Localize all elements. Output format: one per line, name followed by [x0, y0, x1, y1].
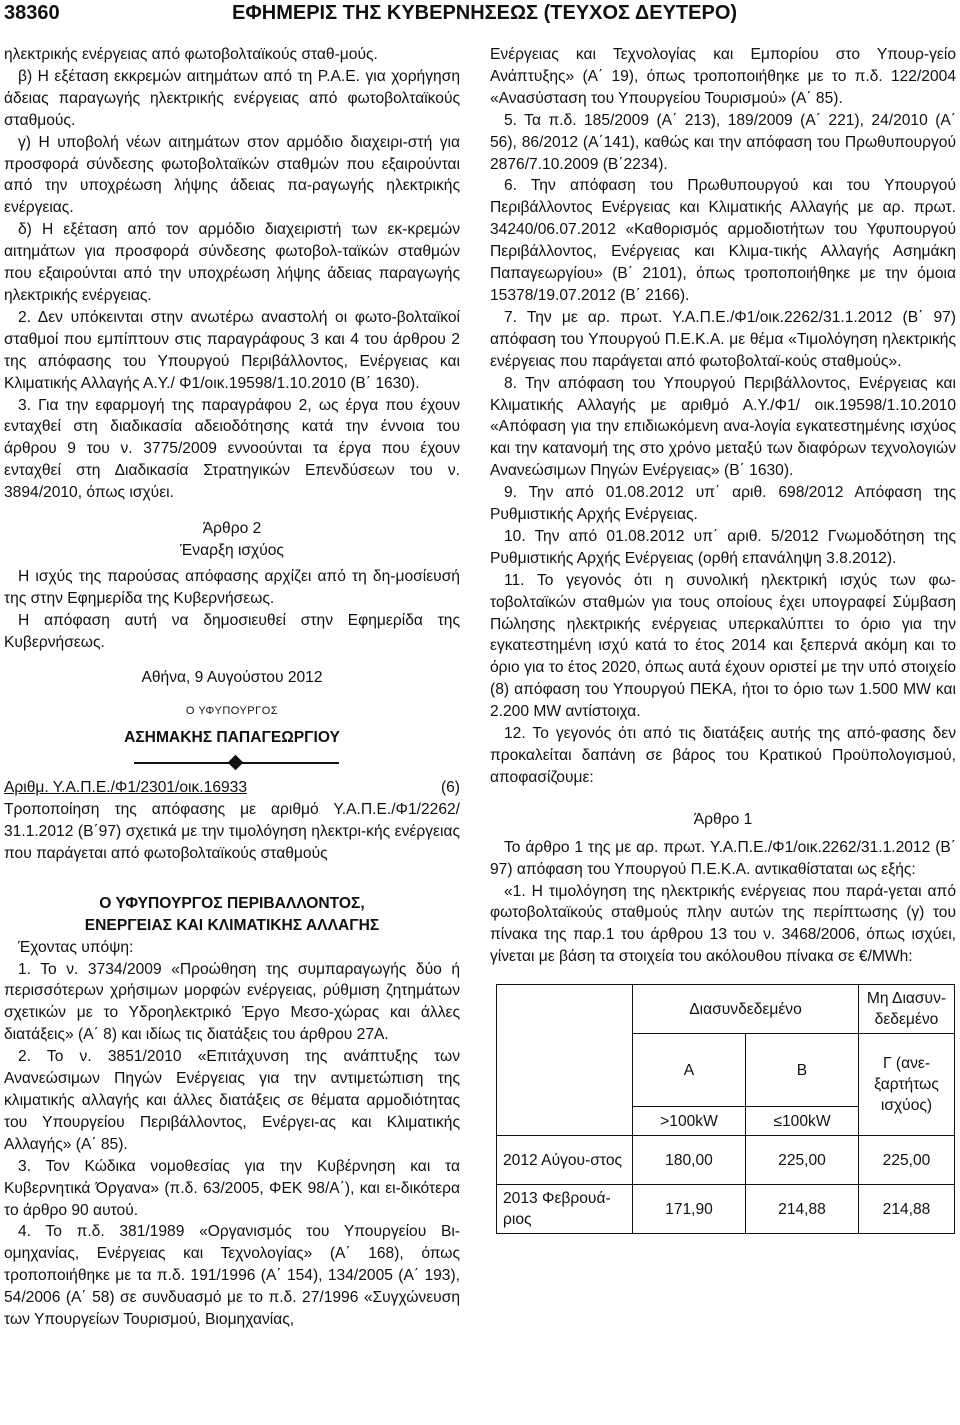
paragraph: 11. Το γεγονός ότι η συνολική ηλεκτρική ισχύς των φω-τοβολταϊκών σταθμών για τους οποίους έχει υπογραφεί Σύμβαση Πώλησης ηλεκτρικής ενέργειας υπερκαλύπτει το όριο για την εγκατεστημένη ισχύ κατά το έτος 2014 και ξεπερνά ακόμη και το όριο για το έτος 2020, όπως αυτά έχουν οριστεί με την υπό στοιχείο (8) απόφαση του Υπουργού ΠΕΚΑ, ήτοι το όριο των 1.500 MW και 2.200 MW αντίστοιχα. — [490, 571, 956, 721]
paragraph: 2. Δεν υπόκεινται στην ανωτέρω αναστολή οι φωτο-βολταϊκοί σταθμοί που εμπίπτουν στις παραγράφους 3 και 4 του άρθρου 2 της απόφασης του Υπουργού Περιβάλλοντος, Ενέργειας και Κλιματικής Αλλαγής Α.Υ./ Φ1/οικ.19598/1.10.2010 (Β΄ 1630). — [4, 308, 460, 392]
paragraph: Η ισχύς της παρούσας απόφασης αρχίζει από τη δη-μοσίευσή της στην Εφημερίδα της Κυβερνήσεως. — [4, 567, 460, 607]
table-cell-period: 2013 Φεβρουά-ριος — [497, 1185, 633, 1234]
article-subtitle: Έναρξη ισχύος — [180, 541, 284, 559]
gazette-title: ΕΦΗΜΕΡΙΣ ΤΗΣ ΚΥΒΕΡΝΗΣΕΩΣ (ΤΕΥΧΟΣ ΔΕΥΤΕΡΟ) — [232, 2, 738, 24]
table-cell-value: 214,88 — [746, 1185, 859, 1234]
section-divider — [4, 755, 460, 771]
article-title: Άρθρο 1 — [693, 810, 753, 828]
header-not-connected: Μη Διασυν-δεδεμένο — [859, 985, 955, 1034]
paragraph: 6. Την απόφαση του Πρωθυπουργού και του Υπουργού Περιβάλλοντος Ενέργειας και Κλιματικής Αλλαγής με αρ. πρωτ. 34240/06.07.2012 «Καθορισμός αρμοδιοτήτων του Υφυπουργού Περιβάλλοντος, Ενέργειας και Κλιμα-τικής Αλλαγής Ασημάκη Παπαγεωργίου» (Β΄ 2101), όπως τροποποιήθηκε με την όμοια 15378/19.07.2012 (Β΄ 2166). — [490, 177, 956, 304]
header-category-a: Α — [633, 1034, 746, 1107]
paragraph: 5. Τα π.δ. 185/2009 (Α΄ 213), 189/2009 (Α΄ 221), 24/2010 (Α΄ 56), 86/2012 (Α΄141), καθώς και την απόφαση του Πρωθυπουργού 2876/7.10.2009 (Β΄2234). — [490, 111, 956, 173]
table-row — [497, 1136, 955, 1185]
page-header — [0, 0, 960, 36]
header-range-a: >100kW — [633, 1107, 746, 1136]
ministry-title-line1: Ο ΥΦΥΠΟΥΡΓΟΣ ΠΕΡΙΒΑΛΛΟΝΤΟΣ, — [99, 894, 365, 912]
paragraph: 3. Τον Κώδικα νομοθεσίας για την Κυβέρνηση και τα Κυβερνητικά Όργανα» (π.δ. 63/2005, ΦΕΚ 98/Α΄), και ει-δικότερα το άρθρο 90 αυτού. — [4, 1157, 460, 1219]
paragraph: 10. Την από 01.08.2012 υπ΄ αριθ. 5/2012 Γνωμοδότηση της Ρυθμιστικής Αρχής Ενέργειας (ορθή επανάληψη 3.8.2012). — [490, 527, 956, 567]
paragraph: «1. Η τιμολόγηση της ηλεκτρικής ενέργειας που παρά-γεται από φωτοβολταϊκούς σταθμούς πλην αυτών της περίπτωσης (γ) του πίνακα της παρ.1 του άρθρου 13 του ν. 3468/2006, όπως ισχύει, γίνεται με βάση τα στοιχεία του ακόλουθου πίνακα σε €/MWh: — [490, 882, 956, 966]
paragraph: Το άρθρο 1 της με αρ. πρωτ. Υ.Α.Π.Ε./Φ1/οικ.2262/31.1.2012 (Β΄ 97) απόφαση του Υπουργού Π.Ε.Κ.Α. αντικαθίσταται ως εξής: — [490, 838, 956, 878]
header-category-b: Β — [746, 1034, 859, 1107]
paragraph: β) Η εξέταση εκκρεμών αιτημάτων από τη Ρ.Α.Ε. για χορήγηση άδειας παραγωγής ηλεκτρικής ενέργειας από φωτοβολταϊκούς σταθμούς. — [4, 67, 460, 129]
paragraph: Ενέργειας και Τεχνολογίας και Εμπορίου στο Υπουρ-γείο Ανάπτυξης» (Α΄ 19), όπως τροποποιήθηκε με το π.δ. 122/2004 «Ανασύσταση του Υπουργείου Τουρισμού» (Α΄ 85). — [490, 46, 956, 107]
paragraph: 2. Το ν. 3851/2010 «Επιτάχυνση της ανάπτυξης των Ανανεώσιμων Πηγών Ενέργειας για την αντιμετώπιση της κλιματικής αλλαγής και άλλες διατάξεις σε θέματα αρμοδιότητας του Υπουργείου Περιβάλλοντος, Ενέργει-ας και Κλιματικής Αλλαγής» (Α΄ 85). — [4, 1048, 460, 1153]
table-cell-value: 214,88 — [859, 1185, 955, 1234]
header-category-c: Γ (ανε-ξαρτήτως ισχύος) — [859, 1034, 955, 1136]
header-connected: Διασυνδεδεμένο — [633, 985, 859, 1034]
paragraph: 8. Την απόφαση του Υπουργού Περιβάλλοντος, Ενέργειας και Κλιματικής Αλλαγής με αριθμό Α.Υ./Φ1/ οικ.19598/1.10.2010 «Απόφαση για την επιδιωκόμενη ανα-λογία εγκατεστημένης ισχύος και την κατανομή της στο χρόνο μεταξύ των διαφόρων τεχνολογιών Ανανεώσιμων Πηγών Ενέργειας» (Β΄ 1630). — [490, 374, 956, 480]
page-number: 38360 — [4, 2, 60, 24]
paragraph: 9. Την από 01.08.2012 υπ΄ αριθ. 698/2012 Απόφαση της Ρυθμιστικής Αρχής Ενέργειας. — [490, 484, 956, 524]
left-column — [4, 44, 460, 1331]
right-column — [490, 44, 956, 1234]
table-cell-value: 180,00 — [633, 1136, 746, 1185]
diamond-icon — [228, 755, 244, 771]
reference-index: (6) — [440, 779, 460, 797]
header-range-b: ≤100kW — [746, 1107, 859, 1136]
table-cell-period: 2012 Αύγου-στος — [497, 1136, 633, 1185]
minister-role: Ο ΥΦΥΠΟΥΡΓΟΣ — [185, 705, 279, 718]
paragraph: 3. Για την εφαρμογή της παραγράφου 2, ως έργα που έχουν ενταχθεί στη διαδικασία αδειοδότησης κατά την έννοια του άρθρου 9 του ν. 3775/2009 εννοούνται τα έργα που έχουν ενταχθεί στη Διαδικασία Στρατηγικών Επενδύσεων του ν. 3894/2010, όπως ισχύει. — [4, 396, 460, 502]
paragraph: Η απόφαση αυτή να δημοσιευθεί στην Εφημερίδα της Κυβερνήσεως. — [4, 611, 460, 651]
paragraph: γ) Η υποβολή νέων αιτημάτων στον αρμόδιο διαχειρι-στή για προσφορά σύνδεσης φωτοβολταϊκών σταθμών που εξαιρούνται από την υποχρέωση λήψης άδειας πα-ραγωγής ηλεκτρικής ενέργειας. — [4, 133, 460, 217]
table-cell-value: 225,00 — [746, 1136, 859, 1185]
paragraph: 12. Το γεγονός ότι από τις διατάξεις αυτής της από-φασης δεν προκαλείται δαπάνη σε βάρος του Κρατικού Προϋπολογισμού, αποφασίζουμε: — [490, 725, 956, 786]
table-header-row — [497, 985, 955, 1034]
table-cell-value: 171,90 — [633, 1185, 746, 1234]
table-corner-cell — [497, 985, 633, 1136]
paragraph: ηλεκτρικής ενέργειας από φωτοβολταϊκούς σταθ-μούς. — [4, 46, 378, 63]
ministry-title-line2: ΕΝΕΡΓΕΙΑΣ ΚΑΙ ΚΛΙΜΑΤΙΚΗΣ ΑΛΛΑΓΗΣ — [84, 916, 380, 934]
table-row — [497, 1185, 955, 1234]
article-title: Άρθρο 2 — [202, 520, 262, 538]
paragraph: 1. Το ν. 3734/2009 «Προώθηση της συμπαραγωγής δύο ή περισσότερων χρήσιμων μορφών ενέργειας, ρύθμιση ζητημάτων σχετικών με το Υδροηλεκτρικό Έργο Μεσο-χώρας και άλλες διατάξεις» (Α΄ 8) και ιδίως τις διατάξεις του άρθρου 27Α. — [4, 960, 460, 1044]
paragraph: 4. Το π.δ. 381/1989 «Οργανισμός του Υπουργείου Βι-ομηχανίας, Ενέργειας και Τεχνολογίας» (Α΄ 168), όπως τροποποιήθηκε με τα π.δ. 191/1996 (Α΄ 154), 134/2005 (Α΄ 193), 54/2006 (Α΄ 58) σε συνδυασμό με το π.δ. 27/1996 «Συγχώνευση των Υπουργείων Τουρισμού, Βιομηχανίας, — [4, 1223, 460, 1329]
paragraph: 7. Την με αρ. πρωτ. Υ.Α.Π.Ε./Φ1/οικ.2262/31.1.2012 (Β΄ 97) απόφαση του Υπουργού Π.Ε.Κ.Α. με θέμα «Τιμολόγηση ηλεκτρικής ενέργειας που παράγεται από φωτοβολταϊ-κούς σταθμούς». — [490, 308, 956, 370]
tariff-table — [496, 984, 955, 1234]
reference-row — [4, 777, 460, 799]
place-date: Αθήνα, 9 Αυγούστου 2012 — [141, 669, 323, 687]
decision-title: Τροποποίηση της απόφασης με αριθμό Υ.Α.Π.Ε./Φ1/2262/ 31.1.2012 (Β΄97) σχετικά με την τιμολόγηση ηλεκτρι-κής ενέργειας που παράγεται από φωτοβολταϊκούς σταθμούς — [4, 801, 460, 862]
reference-number: Αριθμ. Υ.Α.Π.Ε./Φ1/2301/οικ.16933 — [4, 779, 248, 797]
minister-name: ΑΣΗΜΑΚΗΣ ΠΑΠΑΓΕΩΡΓΙΟΥ — [124, 729, 340, 747]
table-cell-value: 225,00 — [859, 1136, 955, 1185]
having-regard: Έχοντας υπόψη: — [18, 938, 134, 956]
paragraph: δ) Η εξέταση από τον αρμόδιο διαχειριστή των εκ-κρεμών αιτημάτων για προσφορά σύνδεσης φωτοβολ-ταϊκών σταθμών που εξαιρούνται από την υποχρέωση λήψης άδειας παραγωγής ηλεκτρικής ενέργειας. — [4, 221, 460, 304]
